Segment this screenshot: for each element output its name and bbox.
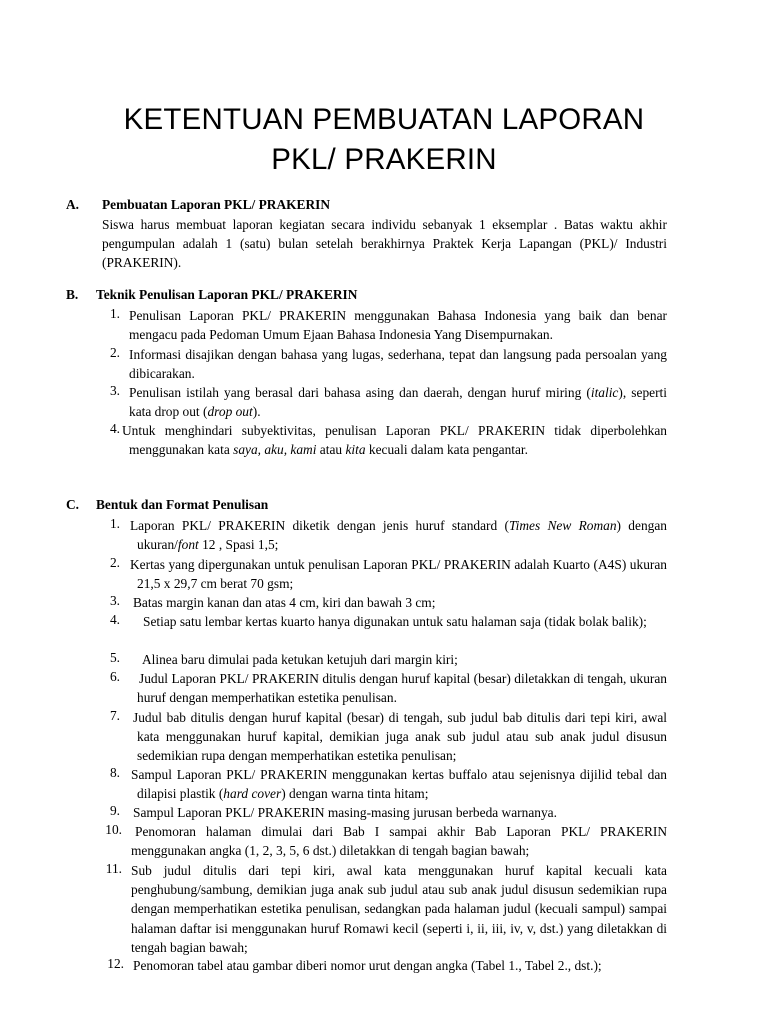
section-c-item-3-number: 3. [109, 593, 120, 608]
section-b-item-4-text-a: Untuk menghindari subyektivitas, penulisan Laporan PKL/ PRAKERIN tidak diperbolehkan menggunakan kata [122, 423, 667, 458]
section-c-item-1-text-c: 12 , Spasi 1,5; [198, 537, 279, 553]
section-c-item-8-text [131, 765, 667, 803]
section-c-item-2-number: 2. [109, 555, 120, 570]
section-c-item-11-text: Sub judul ditulis dari tepi kiri, awal kata menggunakan huruf kapital kecuali kata penghubung/sambung, demikian juga anak sub judul atau sub anak judul disusun sedemikian rupa dengan memperhatikan estetika penulisan, sedangkan pada halaman judul (kecuali sampul) sampai halaman daftar isi menggunakan huruf Romawi kecil (seperti i, ii, iii, iv, v, dst.) yang diletakkan di tengah bagian bawah; [131, 863, 667, 955]
section-c-item-8-text-a: Sampul Laporan PKL/ PRAKERIN menggunakan kertas buffalo atau sejenisnya dijilid tebal dan dilapisi plastik ( [131, 767, 667, 802]
section-c-item-11-number: 11. [105, 861, 122, 876]
section-b-item-3-text-b: ), seperti kata drop out ( [129, 385, 667, 420]
section-c-item-6-number: 6. [109, 669, 120, 684]
section-c-item-10-text: Penomoran halaman dimulai dari Bab I sampai akhir Bab Laporan PKL/ PRAKERIN menggunakan angka (1, 2, 3, 5, 6 dst.) diletakkan di tengah bagian bawah; [131, 824, 667, 859]
section-c-item-1-text [130, 516, 667, 554]
section-c-letter: C. [66, 497, 80, 512]
title-line-1: KETENTUAN PEMBUATAN LAPORAN [123, 103, 645, 136]
section-b-item-2-number: 2. [109, 345, 120, 360]
section-b-item-1-number: 1. [109, 306, 120, 321]
section-b-letter: B. [66, 287, 79, 302]
section-c-item-2-text: Kertas yang dipergunakan untuk penulisan Laporan PKL/ PRAKERIN adalah Kuarto (A4S) ukuran 21,5 x 29,7 cm berat 70 gsm; [130, 557, 667, 592]
section-b-item-4-number: 4. [109, 421, 120, 436]
section-a-letter: A. [66, 197, 80, 212]
section-b-heading: Teknik Penulisan Laporan PKL/ PRAKERIN [96, 287, 358, 302]
section-c-item-8-number: 8. [109, 765, 120, 780]
section-c-item-7-text: Judul bab ditulis dengan huruf kapital (besar) di tengah, sub judul bab ditulis dari tepi kiri, awal kata menggunakan huruf kapital, demikian juga anak sub judul atau sub anak judul disusun sedemikian rupa dengan memperhatikan estetika penulisan; [133, 710, 667, 764]
section-c-item-1-text-b: ) dengan ukuran/ [137, 518, 667, 553]
section-c-item-7-number: 7. [109, 708, 120, 723]
section-c-item-1-italic-a: Times New Roman [508, 518, 617, 533]
title-line-2: PKL/ PRAKERIN [271, 143, 497, 176]
section-c-item-1-italic-b: font [177, 537, 199, 553]
section-c-heading: Bentuk dan Format Penulisan [96, 497, 269, 512]
section-c-item-12-number: 12. [107, 956, 124, 971]
section-b-item-3-text [129, 383, 667, 421]
section-c-item-5-number: 5. [109, 650, 120, 665]
section-b-item-3-italic-a: italic [590, 385, 619, 400]
section-b-item-1-text: Penulisan Laporan PKL/ PRAKERIN menggunakan Bahasa Indonesia yang baik dan benar mengacu pada Pedoman Umum Ejaan Bahasa Indonesia Yang Disempurnakan. [129, 308, 667, 343]
section-c-item-9-number: 9. [109, 803, 120, 818]
section-c-item-4-number: 4. [109, 612, 120, 627]
section-c-item-4-text: Setiap satu lembar kertas kuarto hanya digunakan untuk satu halaman saja (tidak bolak balik); [143, 614, 647, 629]
document-title [0, 100, 768, 180]
section-c-item-12-text: Penomoran tabel atau gambar diberi nomor urut dengan angka (Tabel 1., Tabel 2., dst.); [133, 958, 602, 973]
section-b-item-4-text [122, 421, 667, 459]
section-b-item-4-text-c: kecuali dalam kata pengantar. [365, 442, 529, 458]
section-c-item-3-text: Batas margin kanan dan atas 4 cm, kiri dan bawah 3 cm; [133, 595, 436, 610]
section-c-item-9-text: Sampul Laporan PKL/ PRAKERIN masing-masing jurusan berbeda warnanya. [133, 805, 557, 820]
section-b-item-3-text-a: Penulisan istilah yang berasal dari bahasa asing dan daerah, dengan huruf miring ( [129, 385, 591, 400]
section-c-item-1-number: 1. [109, 516, 120, 531]
section-b-item-3-text-c: ). [252, 404, 261, 420]
section-c-item-5-text: Alinea baru dimulai pada ketukan ketujuh dari margin kiri; [142, 652, 458, 667]
section-b-item-4-text-b: atau [316, 442, 346, 458]
section-b-item-3-italic-b: drop out [207, 404, 253, 420]
section-c-item-8-italic-a: hard cover [223, 786, 282, 802]
section-a-paragraph: Siswa harus membuat laporan kegiatan secara individu sebanyak 1 eksemplar . Batas waktu akhir pengumpulan adalah 1 (satu) bulan setelah berakhirnya Praktek Kerja Lapangan (PKL)/ Industri (PRAKERIN). [102, 217, 667, 271]
section-b-item-4-italic-b: kita [345, 442, 366, 458]
section-c-item-1-text-a: Laporan PKL/ PRAKERIN diketik dengan jenis huruf standard ( [130, 518, 509, 533]
section-c-item-8-text-b: ) dengan warna tinta hitam; [281, 786, 429, 802]
section-c-item-10-number: 10. [105, 822, 122, 837]
section-b-item-3-number: 3. [109, 383, 120, 398]
section-b-item-4-italic-a: saya, aku, kami [233, 442, 317, 458]
section-a-heading: Pembuatan Laporan PKL/ PRAKERIN [102, 197, 331, 212]
section-b-item-2-text: Informasi disajikan dengan bahasa yang lugas, sederhana, tepat dan langsung pada persoalan yang dibicarakan. [129, 347, 667, 382]
section-c-item-6-text: Judul Laporan PKL/ PRAKERIN ditulis dengan huruf kapital (besar) diletakkan di tengah, ukuran huruf dengan memperhatikan estetika penulisan. [137, 671, 667, 706]
